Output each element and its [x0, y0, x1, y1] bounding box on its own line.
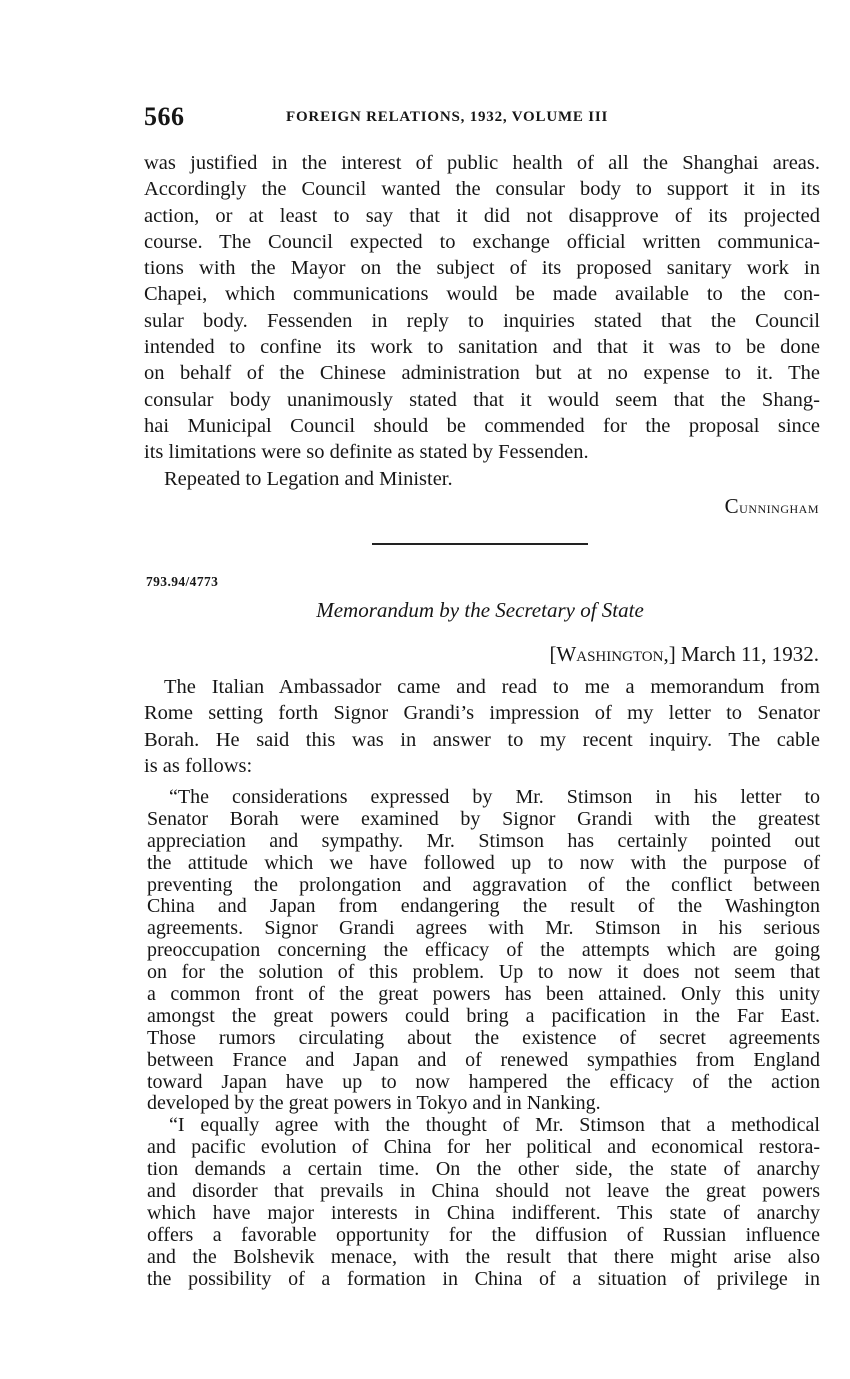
text-line: course. The Council expected to exchange official written communica-: [144, 230, 820, 253]
text-line: consular body unanimously stated that it would seem that the Shang-: [144, 388, 820, 411]
text-line: on behalf of the Chinese administration but at no expense to it. The: [144, 362, 820, 385]
quote-line: toward Japan have up to now hampered the efficacy of the action: [147, 1070, 820, 1093]
text-line: action, or at least to say that it did not disapprove of its projected: [144, 204, 820, 227]
quote-line: and pacific evolution of China for her political and economical restora-: [147, 1136, 820, 1159]
quote-line: “I equally agree with the thought of Mr. Stimson that a methodical: [169, 1114, 820, 1137]
text-line: The Italian Ambassador came and read to me a memorandum from: [164, 676, 820, 698]
document-title: Memorandum by the Secretary of State: [316, 598, 644, 622]
text-line: its limitations were so definite as stated by Fessenden.: [144, 441, 589, 464]
quote-line: offers a favorable opportunity for the diffusion of Russian influence: [147, 1223, 820, 1246]
quote-line: between France and Japan and of renewed sympathies from England: [147, 1048, 820, 1071]
quoted-cable: [147, 787, 820, 1290]
text-line: hai Municipal Council should be commended for the proposal since: [144, 414, 820, 437]
dateline-date: March 11, 1932.: [680, 642, 819, 666]
quote-line: and the Bolshevik menace, with the result that there might arise also: [147, 1245, 820, 1268]
section-divider: [372, 543, 588, 545]
running-head: FOREIGN RELATIONS, 1932, VOLUME III: [286, 109, 609, 125]
quote-line: amongst the great powers could bring a pacification in the Far East.: [147, 1004, 820, 1027]
quote-line: and disorder that prevails in China should not leave the great powers: [147, 1180, 820, 1203]
text-line: Rome setting forth Signor Grandi’s impression of my letter to Senator: [144, 702, 820, 725]
continuation-paragraph: [144, 150, 820, 492]
text-line: is as follows:: [144, 754, 253, 777]
quote-line: agreements. Signor Grandi agrees with Mr. Stimson in his serious: [147, 917, 820, 940]
quote-line: China and Japan from endangering the result of the Washington: [147, 895, 820, 918]
signature: [725, 494, 819, 519]
signature-rest: unningham: [739, 498, 819, 517]
repeated-note: Repeated to Legation and Minister.: [164, 467, 453, 490]
text-line: Borah. He said this was in answer to my recent inquiry. The cable: [144, 728, 820, 751]
quote-line: a common front of the great powers has been attained. Only this unity: [147, 983, 820, 1006]
file-number: 793.94/4773: [146, 574, 219, 589]
text-line: intended to confine its work to sanitation and that it was to be done: [144, 336, 820, 359]
quote-line: appreciation and sympathy. Mr. Stimson has certainly pointed out: [147, 829, 820, 852]
page-header: [144, 102, 820, 134]
quote-line: preventing the prolongation and aggravation of the conflict between: [147, 873, 820, 896]
quote-line: Senator Borah were examined by Signor Grandi with the greatest: [147, 807, 820, 830]
dateline-place: [Washington,]: [549, 642, 676, 666]
quote-line: Those rumors circulating about the existence of secret agreements: [147, 1026, 820, 1049]
text-line: was justified in the interest of public health of all the Shanghai areas.: [144, 152, 820, 174]
quote-line: which have major interests in China indifferent. This state of anarchy: [147, 1201, 820, 1224]
quote-line: developed by the great powers in Tokyo and in Nanking.: [147, 1092, 601, 1115]
quote-line: the possibility of a formation in China of a situation of privilege in: [147, 1267, 820, 1290]
text-line: tions with the Mayor on the subject of its proposed sanitary work in: [144, 257, 820, 280]
dateline: [549, 642, 819, 667]
text-line: Chapei, which communications would be made available to the con-: [144, 283, 820, 306]
text-line: sular body. Fessenden in reply to inquiries stated that the Council: [144, 309, 820, 332]
quote-line: on for the solution of this problem. Up to now it does not seem that: [147, 961, 820, 984]
quote-line: tion demands a certain time. On the other side, the state of anarchy: [147, 1158, 820, 1181]
signature-initial: C: [724, 494, 740, 518]
quote-line: the attitude which we have followed up to now with the purpose of: [147, 851, 820, 874]
page-number: 566: [144, 102, 185, 131]
text-line: Accordingly the Council wanted the consular body to support it in its: [144, 178, 820, 201]
quote-line: “The considerations expressed by Mr. Stimson in his letter to: [169, 786, 820, 808]
intro-paragraph: [144, 674, 820, 779]
quote-line: preoccupation concerning the efficacy of the attempts which are going: [147, 939, 820, 962]
